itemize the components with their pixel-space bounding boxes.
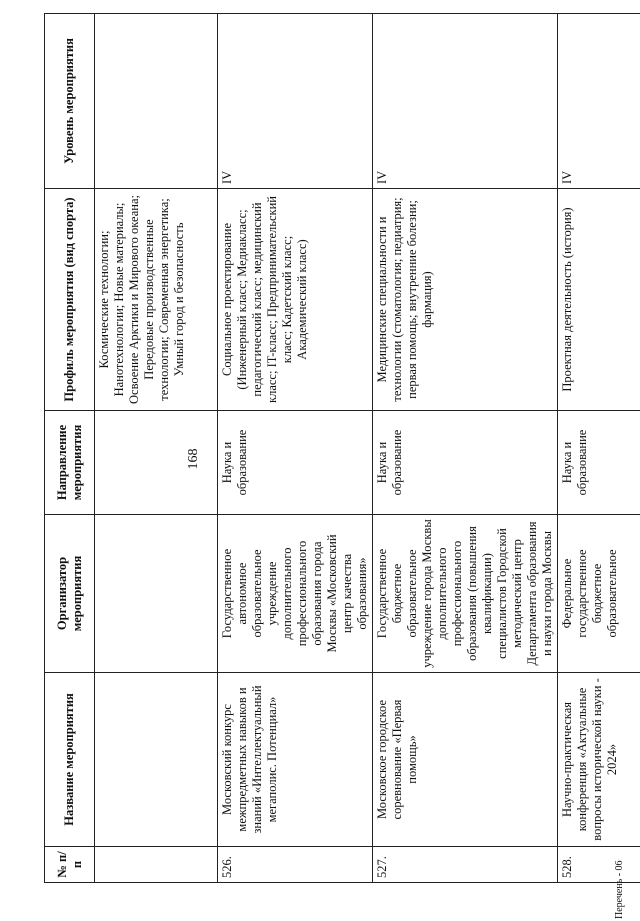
cell-direction <box>95 411 218 515</box>
cell-number <box>95 847 218 883</box>
cell-number: 527. <box>373 847 558 883</box>
cell-level: IV <box>218 14 373 189</box>
cell-profile: Медицинские специальности и технологии (стоматология; педиатрия; первая помощь; внутренние болезни; фармация) <box>373 189 558 411</box>
cell-profile: Космические технологии; Нанотехнологии; Новые материалы; Освоение Арктики и Мирового океана; Передовые производственные технологии; Современная энергетика; Умный город и безопасность <box>95 189 218 411</box>
footer-label: Перечень - 06 <box>614 860 625 919</box>
cell-direction: Наука и образование <box>218 411 373 515</box>
cell-number: 528. <box>558 847 640 883</box>
cell-number: 526. <box>218 847 373 883</box>
cell-level <box>95 14 218 189</box>
cell-level: IV <box>373 14 558 189</box>
cell-level: IV <box>558 14 640 189</box>
header-number: № п/п <box>45 847 95 883</box>
header-profile: Профиль мероприятия (вид спорта) <box>45 189 95 411</box>
page-number: 168 <box>186 448 201 470</box>
table-row <box>95 14 218 883</box>
cell-organizer: Государственное бюджетное образовательное учреждение города Москвы дополнительного профессионального образования (повышения квалификации) специалистов Городской методический центр Департамента образования и науки города Москвы <box>373 515 558 673</box>
cell-direction: Наука и образование <box>373 411 558 515</box>
cell-name <box>95 673 218 847</box>
cell-name: Московский конкурс межпредметных навыков и знаний «Интеллектуальный мегаполис. Потенциал» <box>218 673 373 847</box>
header-name: Название мероприятия <box>45 673 95 847</box>
header-organizer: Организатор мероприятия <box>45 515 95 673</box>
cell-direction: Наука и образование <box>558 411 640 515</box>
cell-profile: Проектная деятельность (история) <box>558 189 640 411</box>
cell-profile: Социальное проектирование (Инженерный класс; Медиакласс; педагогический класс; медицинский класс; IT-класс; Предпринимательский класс; Кадетский класс; Академический класс) <box>218 189 373 411</box>
cell-organizer <box>95 515 218 673</box>
table-row <box>373 14 558 883</box>
cell-organizer: Государственное автономное образовательное учреждение дополнительного профессионального образования города Москвы «Московский центр качества образования» <box>218 515 373 673</box>
table-row <box>558 14 640 883</box>
cell-organizer: Федеральное государственное бюджетное образовательное <box>558 515 640 673</box>
table-row <box>218 14 373 883</box>
header-direction: Направление мероприятия <box>45 411 95 515</box>
events-table <box>44 13 640 883</box>
table-header-row <box>45 14 95 883</box>
cell-name: Московское городское соревнование «Первая помощь» <box>373 673 558 847</box>
header-level: Уровень мероприятия <box>45 14 95 189</box>
cell-name: Научно-практическая конференция «Актуальные вопросы исторической науки - 2024» <box>558 673 640 847</box>
